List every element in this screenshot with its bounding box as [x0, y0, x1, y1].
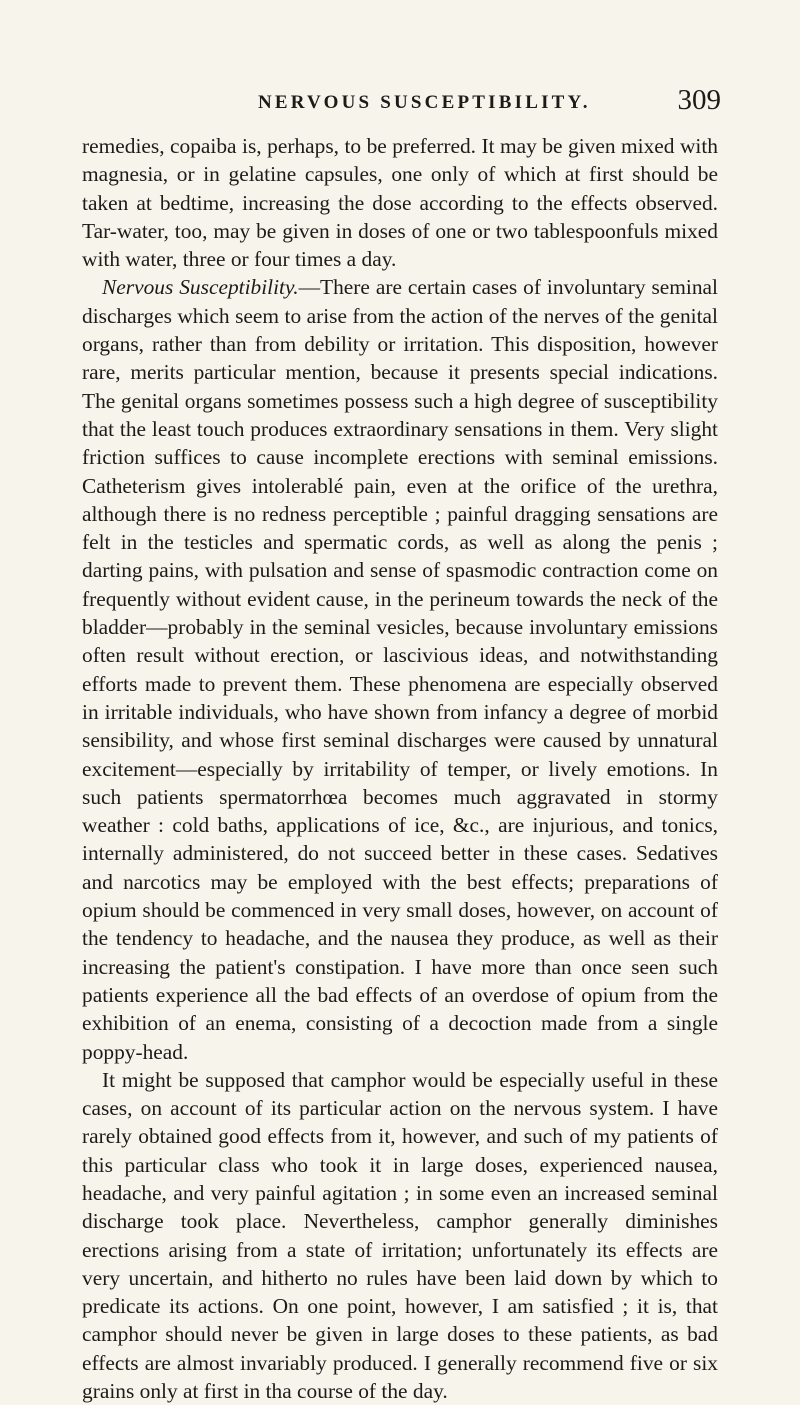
paragraph-remedies: remedies, copaiba is, perhaps, to be preferred. It may be given mixed with magnesia, or in gelatine capsules, one only of which at first should be taken at bedtime, increasing the dose according to the effects observed. Tar-water, too, may be given in doses of one or two tablespoonfuls mixed with water, three or four times a day.: [82, 134, 718, 272]
section-heading: Nervous Susceptibility.: [102, 275, 299, 300]
page-number: 309: [677, 84, 721, 116]
body-text: [82, 132, 718, 1405]
paragraph-nervous-susceptibility: [82, 273, 718, 1065]
running-head: [0, 84, 800, 120]
paragraph-camphor: It might be supposed that camphor would be especially useful in these cases, on account of its particular action on the nervous system. I have rarely obtained good effects from it, however, and such of my patients of this particular class who took it in large doses, experienced nausea, headache, and very painful agitation ; in some even an increased seminal discharge took place. Nevertheless, camphor generally diminishes erections arising from a state of irritation; unfortunately its effects are very uncertain, and hitherto no rules have been laid down by which to predicate its actions. On one point, however, I am satisfied ; it is, that camphor should never be given in large doses to these patients, as bad effects are almost invariably produced. I generally recommend five or six grains only at first in tha course of the day.: [82, 1067, 718, 1404]
paragraph-text: —There are certain cases of involuntary seminal discharges which seem to arise from the action of the nerves of the genital organs, rather than from debility or irritation. This disposition, however rare, merits particular mention, because it presents special indications. The genital organs sometimes possess such a high degree of susceptibility that the least touch produces extraordinary sensations in them. Very slight friction suffices to cause incomplete erections with seminal emissions. Catheterism gives intolerablé pain, even at the orifice of the urethra, although there is no redness perceptible ; painful dragging sensations are felt in the testicles and spermatic cords, as well as along the penis ; darting pains, with pulsation and sense of spasmodic contraction come on frequently without evident cause, in the perineum towards the neck of the bladder—probably in the seminal vesicles, because involuntary emissions often result without erection, or lascivious ideas, and notwithstanding efforts made to prevent them. These phenomena are especially observed in irritable individuals, who have shown from infancy a degree of morbid sensibility, and whose first seminal discharges were caused by unnatural excitement—especially by irritability of temper, or lively emotions. In such patients spermatorrhœa becomes much aggravated in stormy weather : cold baths, applications of ice, &c., are injurious, and tonics, internally administered, do not succeed better in these cases. Sedatives and narcotics may be employed with the best effects; preparations of opium should be commenced in very small doses, however, on account of the tendency to headache, and the nausea they produce, as well as their increasing the patient's constipation. I have more than once seen such patients experience all the bad effects of an overdose of opium from the exhibition of an enema, consisting of a decoction made from a single poppy-head.: [82, 275, 718, 1064]
running-title: NERVOUS SUSCEPTIBILITY.: [258, 92, 591, 113]
